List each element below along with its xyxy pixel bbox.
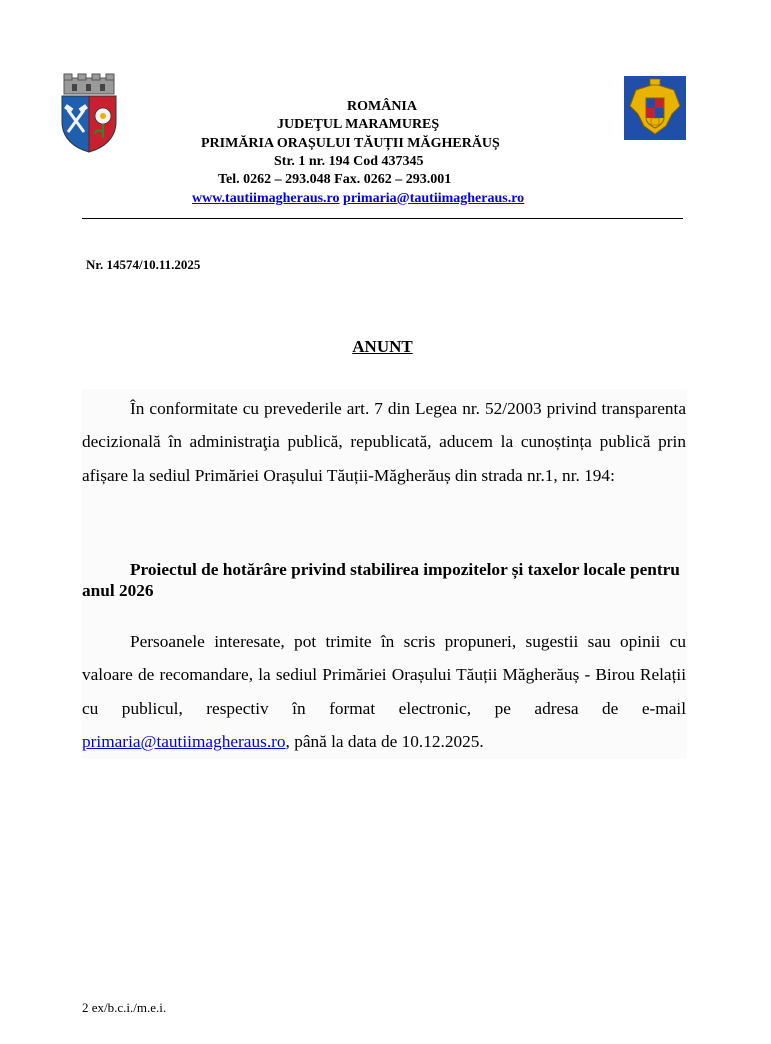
footer-note: 2 ex/b.c.i./m.e.i. xyxy=(82,1000,167,1015)
document-number: Nr. 14574/10.11.2025 xyxy=(86,257,201,272)
submission-paragraph xyxy=(82,625,686,758)
submission-paragraph-text: Persoanele interesate, pot trimite în scris propuneri, sugestii sau opinii cu valoare de recomandare, la sediul Primăriei Orașului Tăuții Măgherăuș - Birou Relații cu publicul, respectiv în format electronic, pe adresa de e-mail xyxy=(82,632,686,718)
page-title: ANUNT xyxy=(352,337,413,356)
project-title-text: Proiectul de hotărâre privind stabilirea impozitelor și taxelor locale pentru anul 2026 xyxy=(82,560,680,600)
header-email-link[interactable]: primaria@tautiimagheraus.ro xyxy=(343,191,525,206)
header-address: Str. 1 nr. 194 Cod 437345 xyxy=(274,154,424,169)
intro-paragraph xyxy=(82,392,686,492)
header-institution: PRIMĂRIA ORAȘULUI TĂUȚII MĂGHERĂUȘ xyxy=(201,136,500,151)
project-title xyxy=(82,559,686,601)
intro-paragraph-text: În conformitate cu prevederile art. 7 din Legea nr. 52/2003 privind transparenta decizională în administraţia publică, republicată, aducem la cunoștința publică prin afișare la sediul Primăriei Orașului Tăuții-Măgherăuș din strada nr.1, nr. 194: xyxy=(82,399,686,485)
header-divider xyxy=(82,218,683,219)
romania-coat-of-arms-icon xyxy=(624,76,686,140)
header-county: JUDEŢUL MARAMUREŞ xyxy=(277,117,440,132)
header-contact: Tel. 0262 – 293.048 Fax. 0262 – 293.001 xyxy=(218,172,452,187)
town-coat-of-arms-icon xyxy=(58,72,120,156)
website-link[interactable]: www.tautiimagheraus.ro xyxy=(192,191,340,206)
submission-email-link[interactable]: primaria@tautiimagheraus.ro xyxy=(82,731,286,751)
header-country: ROMÂNIA xyxy=(347,99,417,114)
submission-deadline-text: , până la data de 10.12.2025. xyxy=(285,731,484,751)
header-links xyxy=(192,191,524,207)
